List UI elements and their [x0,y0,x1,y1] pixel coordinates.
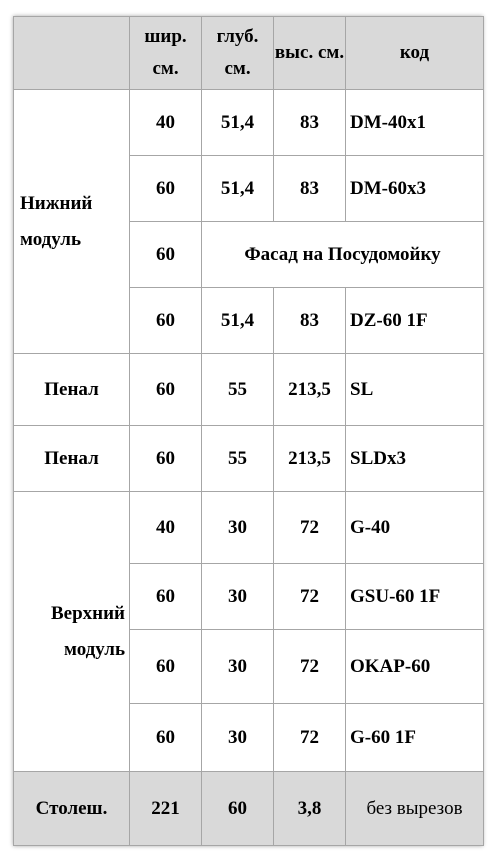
cell-height: 83 [274,90,346,156]
cell-facade-dishwasher: Фасад на Посудомойку [202,222,484,288]
cell-height: 72 [274,492,346,564]
cell-width: 60 [130,354,202,426]
cell-height: 72 [274,564,346,630]
cell-code: SL [346,354,484,426]
cell-height: 83 [274,288,346,354]
cell-depth: 30 [202,704,274,772]
cell-width: 60 [130,156,202,222]
table-row [14,90,484,156]
group-bottom-module: Нижний модуль [14,90,130,354]
cell-name-penal: Пенал [14,426,130,492]
cell-name-countertop: Столеш. [14,772,130,846]
header-height: выс. см. [274,17,346,90]
table-row [14,492,484,564]
cell-width: 60 [130,564,202,630]
cell-code: G-40 [346,492,484,564]
cell-width: 40 [130,492,202,564]
cell-name-penal: Пенал [14,354,130,426]
cell-depth: 51,4 [202,288,274,354]
cell-width: 60 [130,222,202,288]
cell-code: DM-40x1 [346,90,484,156]
spec-table-frame [13,16,483,846]
cell-depth: 60 [202,772,274,846]
header-code: код [346,17,484,90]
cell-width: 40 [130,90,202,156]
cell-code-no-cutouts: без вырезов [346,772,484,846]
table-header-row [14,17,484,90]
header-empty-cell [14,17,130,90]
dimensions-table [13,16,484,846]
cell-depth: 51,4 [202,90,274,156]
header-width: шир. см. [130,17,202,90]
cell-height: 213,5 [274,426,346,492]
cell-width: 60 [130,630,202,704]
table-row [14,426,484,492]
cell-width: 221 [130,772,202,846]
cell-code: GSU-60 1F [346,564,484,630]
cell-depth: 30 [202,564,274,630]
cell-width: 60 [130,288,202,354]
group-top-module: Верхний модуль [14,492,130,772]
table-row [14,354,484,426]
table-footer-row [14,772,484,846]
cell-code: G-60 1F [346,704,484,772]
cell-width: 60 [130,426,202,492]
cell-depth: 51,4 [202,156,274,222]
cell-height: 72 [274,630,346,704]
cell-code: OKAP-60 [346,630,484,704]
cell-height: 3,8 [274,772,346,846]
cell-height: 72 [274,704,346,772]
cell-code: DM-60x3 [346,156,484,222]
cell-width: 60 [130,704,202,772]
cell-height: 83 [274,156,346,222]
header-depth: глуб. см. [202,17,274,90]
cell-depth: 55 [202,426,274,492]
cell-depth: 30 [202,630,274,704]
cell-height: 213,5 [274,354,346,426]
cell-code: DZ-60 1F [346,288,484,354]
cell-depth: 55 [202,354,274,426]
cell-depth: 30 [202,492,274,564]
cell-code: SLDx3 [346,426,484,492]
